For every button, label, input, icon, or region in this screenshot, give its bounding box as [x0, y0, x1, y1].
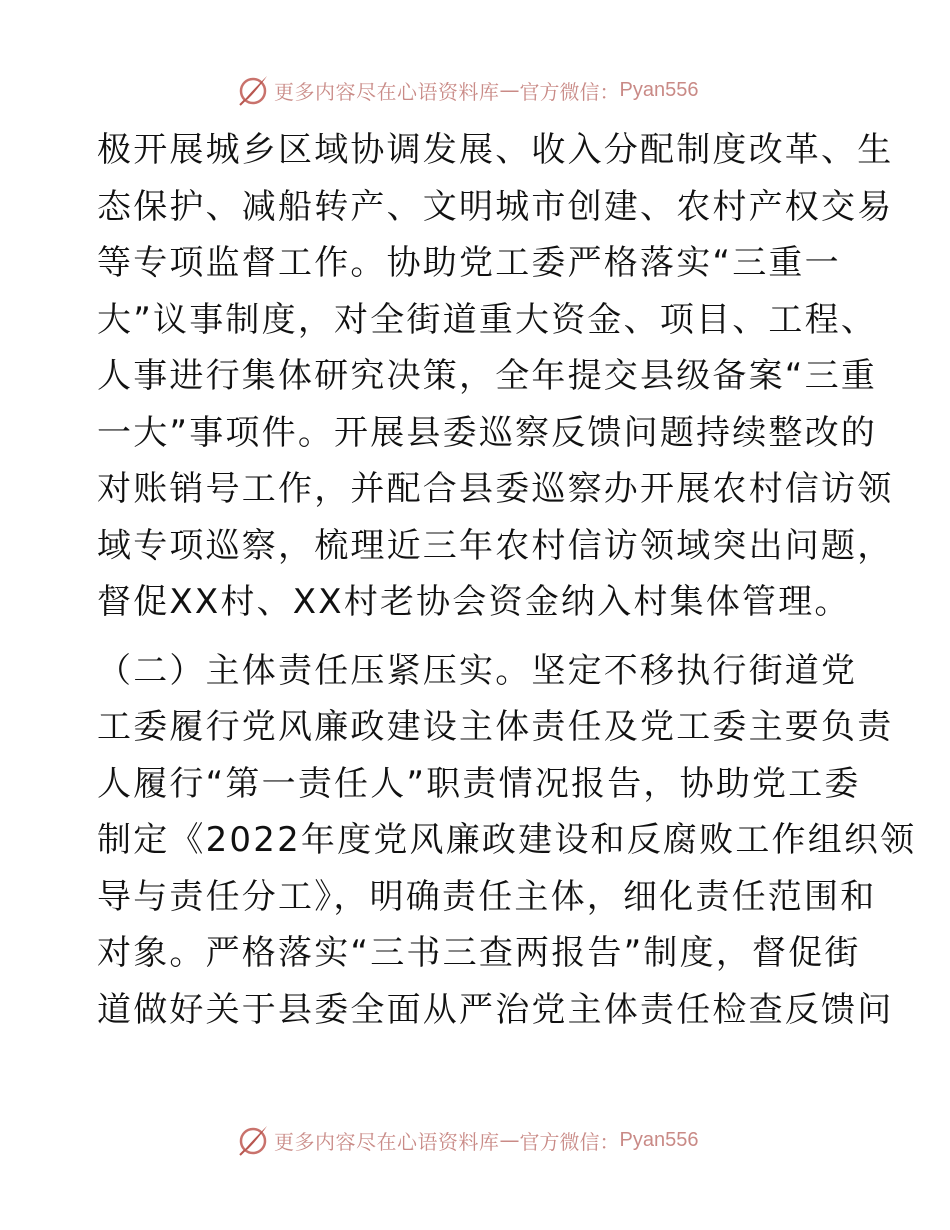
text-line: 态保护、减船转产、文明城市创建、农村产权交易 — [97, 186, 894, 227]
watermark-separator: — — [499, 1128, 520, 1152]
watermark-contact-label: 官方微信： — [519, 79, 620, 104]
text-line: 工委履行党风廉政建设主体责任及党工委主要负责 — [97, 707, 894, 747]
text-line: 对账销号工作，并配合县委巡察办开展农村信访领 — [97, 469, 894, 509]
paragraph-continued — [97, 122, 894, 631]
quill-logo-icon — [236, 1123, 270, 1157]
footer-watermark — [236, 1122, 698, 1158]
text-line: 极开展城乡区域协调发展、收入分配制度改革、生 — [97, 130, 894, 170]
text-line: 大”议事制度，对全街道重大资金、项目、工程、 — [97, 299, 878, 340]
text-line: 等专项监督工作。协助党工委严格落实“三重一 — [97, 243, 841, 283]
watermark-contact-id: Pyan556 — [619, 1128, 699, 1151]
document-body — [97, 122, 917, 1038]
text-line: 人履行“第一责任人”职责情况报告，协助党工委 — [97, 763, 861, 804]
section-heading-line: （二）主体责任压紧压实。坚定不移执行街道党 — [97, 650, 858, 691]
text-line: 对象。严格落实“三书三查两报告”制度，督促街 — [97, 933, 861, 973]
text-line: 道做好关于县委全面从严治党主体责任检查反馈问 — [97, 989, 894, 1030]
watermark-contact-label: 官方微信： — [519, 1129, 620, 1154]
watermark-contact-id: Pyan556 — [619, 78, 699, 101]
text-line: 人事进行集体研究决策，全年提交县级备案“三重 — [97, 356, 878, 396]
quill-logo-icon — [236, 73, 270, 107]
text-line: 导与责任分工》，明确责任主体，细化责任范围和 — [97, 876, 877, 917]
text-line: 制定《2022年度党风廉政建设和反腐败工作组织领 — [97, 820, 917, 860]
text-line: 一大”事项件。开展县委巡察反馈问题持续整改的 — [97, 412, 878, 453]
text-line: 域专项巡察，梳理近三年农村信访领域突出问题， — [97, 525, 894, 566]
paragraph-section-two — [97, 643, 917, 1039]
watermark-text: 更多内容尽在心语资料库 — [274, 1129, 500, 1154]
header-watermark — [236, 72, 698, 108]
watermark-text: 更多内容尽在心语资料库 — [274, 79, 500, 104]
watermark-separator: — — [499, 78, 520, 102]
text-line: 督促XX村、XX村老协会资金纳入村集体管理。 — [97, 582, 851, 622]
